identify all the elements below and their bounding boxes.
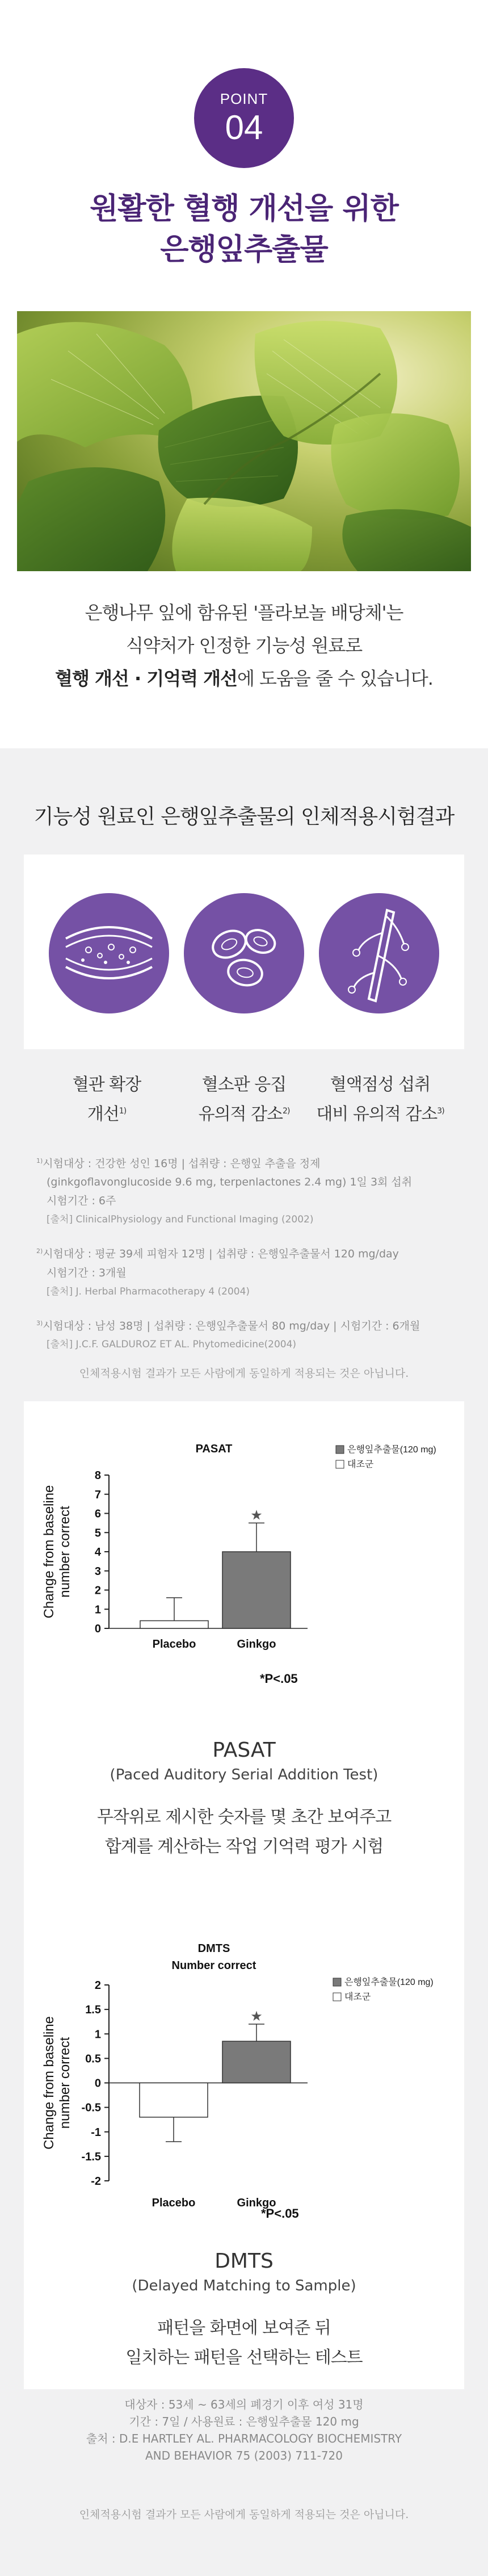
ginkgo-leaf-image <box>17 311 471 571</box>
y-tick-label: 1.5 <box>85 2004 101 2017</box>
y-axis-label-line1: Change from baseline <box>41 2016 57 2150</box>
footer-line4: AND BEHAVIOR 75 (2003) 711-720 <box>145 2449 343 2462</box>
legend-label: 대조군 <box>344 1992 371 2002</box>
y-tick-label: 6 <box>94 1507 101 1521</box>
y-axis-label-line1: Change from baseline <box>41 1485 57 1619</box>
intro-line-2: 식약처가 인정한 기능성 원료로 <box>125 635 363 656</box>
section-title: 기능성 원료인 은행잎추출물의 인체적용시험결과 <box>33 805 455 828</box>
pasat-body <box>24 1803 464 1862</box>
study-notes <box>36 1151 468 1367</box>
intro-bold-blood-flow: 혈행 개선 <box>55 668 129 689</box>
significance-star: ★ <box>250 1507 263 1523</box>
y-tick-label: -1.5 <box>81 2150 101 2163</box>
bar-placebo <box>140 1621 208 1629</box>
point-number: 04 <box>225 108 263 146</box>
y-tick-label: 1 <box>94 2028 101 2041</box>
effect-viscosity-line1: 혈액점성 섭취 <box>330 1075 431 1095</box>
disclaimer-bottom: 인체적용시험 결과가 모든 사람에게 동일하게 적용되는 것은 아닙니다. <box>79 2508 409 2521</box>
disclaimer-top: 인체적용시험 결과가 모든 사람에게 동일하게 적용되는 것은 아닙니다. <box>79 1367 409 1380</box>
dmts-body-line2: 일치하는 패턴을 선택하는 테스트 <box>125 2348 363 2368</box>
dmts-body-line1: 패턴을 화면에 보여준 뒤 <box>157 2318 331 2338</box>
intro-line-3 <box>0 662 488 695</box>
point-label: POINT <box>220 90 268 107</box>
legend-label: 대조군 <box>347 1460 374 1469</box>
chart-card <box>24 1401 464 2389</box>
intro-line-1: 은행나무 잎에 함유된 '플라보놀 배당체'는 <box>85 602 403 623</box>
y-tick-label: 4 <box>94 1546 101 1559</box>
y-axis-label-line2: number correct <box>57 2037 73 2129</box>
effect-vessel-line1: 혈관 확장 <box>72 1075 141 1095</box>
chart-subtitle: Number correct <box>171 1959 256 1972</box>
legend-swatch <box>336 1460 344 1468</box>
significance-star: ★ <box>250 2009 263 2024</box>
intro-sep: · <box>128 668 147 689</box>
chart-title: DMTS <box>197 1942 230 1955</box>
footer-source <box>0 2396 488 2464</box>
y-axis-label-line2: number correct <box>57 1506 73 1598</box>
legend-swatch <box>333 1978 341 1986</box>
bar-ginkgo <box>222 2041 291 2083</box>
blood-vessel-icon <box>49 893 169 1013</box>
page-title <box>0 189 488 270</box>
effect-vessel <box>33 1072 180 1128</box>
bar-ginkgo <box>222 1552 291 1628</box>
legend-swatch <box>333 1993 341 2001</box>
legend-label: 은행잎추출물(120 mg) <box>347 1445 436 1455</box>
pasat-chart <box>24 1418 464 1702</box>
note-2-source: [출처] J. Herbal Pharmacotherapy 4 (2004) <box>47 1285 250 1297</box>
pasat-name: PASAT <box>212 1739 276 1762</box>
y-tick-label: -1 <box>91 2126 101 2139</box>
dmts-body <box>24 2314 464 2373</box>
effect-viscosity <box>306 1072 454 1128</box>
y-tick-label: 2 <box>94 1584 101 1597</box>
x-tick-label: Ginkgo <box>237 2197 276 2209</box>
note-2-line1: 시험대상 : 평균 39세 피험자 12명 | 섭취량 : 은행잎추출물서 120 mg/day <box>43 1247 399 1260</box>
effect-platelet <box>170 1072 318 1128</box>
note-1-line3: 시험기간 : 6주 <box>47 1195 116 1208</box>
y-tick-label: 8 <box>94 1469 101 1482</box>
note-1-line1: 시험대상 : 건강한 성인 16명 | 섭취량 : 은행잎 추출을 정제 <box>43 1157 321 1170</box>
note-2-line2: 시험기간 : 3개월 <box>47 1266 127 1279</box>
point-badge <box>194 68 294 168</box>
dmts-name: DMTS <box>214 2250 274 2273</box>
study-note-1 <box>36 1151 468 1229</box>
effect-vessel-ref: 1) <box>119 1107 127 1116</box>
x-tick-label: Placebo <box>152 1638 196 1651</box>
effects-icon-card <box>24 855 464 1049</box>
y-tick-label: 2 <box>94 1979 101 1992</box>
dmts-chart <box>24 1924 464 2219</box>
note-3-num: 3) <box>36 1319 43 1327</box>
study-note-3 <box>36 1314 468 1354</box>
dmts-description <box>24 2250 464 2373</box>
y-tick-label: 1 <box>94 1603 101 1616</box>
legend-swatch <box>336 1446 344 1454</box>
y-tick-label: 0 <box>94 1623 101 1635</box>
effect-platelet-ref: 2) <box>283 1107 290 1116</box>
x-tick-label: Placebo <box>152 2197 196 2209</box>
y-tick-label: 0 <box>94 2077 101 2090</box>
pasat-fullname: (Paced Auditory Serial Addition Test) <box>110 1766 378 1783</box>
footer-line3: 출처 : D.E HARTLEY AL. PHARMACOLOGY BIOCHEMISTRY <box>86 2432 402 2445</box>
note-2-num: 2) <box>36 1247 43 1255</box>
pasat-body-line2: 합계를 계산하는 작업 기억력 평가 시험 <box>104 1837 384 1857</box>
footer-line1: 대상자 : 53세 ~ 63세의 폐경기 이후 여성 31명 <box>124 2398 364 2411</box>
intro-bold-memory: 기억력 개선 <box>146 668 237 689</box>
note-1-num: 1) <box>36 1157 43 1165</box>
note-1-source: [출처] ClinicalPhysiology and Functional Imaging (2002) <box>47 1214 314 1226</box>
clinical-results-section <box>0 748 488 2576</box>
effect-viscosity-ref: 3) <box>437 1107 444 1116</box>
effect-platelet-line1: 혈소판 응집 <box>201 1075 287 1095</box>
note-1-line2: (ginkgoflavonglucoside 9.6 mg, terpenlactones 2.4 mg) 1일 3회 섭취 <box>47 1176 413 1189</box>
dmts-fullname: (Delayed Matching to Sample) <box>132 2277 356 2294</box>
platelet-icon <box>184 893 304 1013</box>
effect-platelet-line2: 유의적 감소 <box>198 1104 283 1124</box>
y-tick-label: -2 <box>91 2175 101 2188</box>
x-tick-label: Ginkgo <box>237 1638 276 1651</box>
chart-title: PASAT <box>195 1443 233 1455</box>
legend-label: 은행잎추출물(120 mg) <box>344 1978 434 1987</box>
footer-line2: 기간 : 7일 / 사용원료 : 은행잎추출물 120 mg <box>129 2415 359 2428</box>
pasat-body-line1: 무작위로 제시한 숫자를 몇 초간 보여주고 <box>96 1807 392 1827</box>
y-tick-label: 7 <box>94 1488 101 1501</box>
header-section <box>0 0 488 307</box>
intro-rest: 에 도움을 줄 수 있습니다. <box>237 668 433 689</box>
y-tick-label: 3 <box>94 1565 101 1578</box>
intro-text <box>0 596 488 695</box>
p-value-note: *P<.05 <box>260 1672 298 1686</box>
note-3-source: [출처] J.C.F. GALDUROZ ET AL. Phytomedicine(2004) <box>47 1338 297 1350</box>
p-value-note: *P<.05 <box>261 2206 299 2219</box>
title-line-2: 은행잎추출물 <box>160 233 328 267</box>
title-line-1: 원활한 혈행 개선을 위한 <box>90 192 398 226</box>
effect-vessel-line2: 개선 <box>87 1104 119 1124</box>
y-tick-label: 5 <box>94 1527 101 1540</box>
blood-viscosity-icon <box>319 893 439 1013</box>
note-3-line1: 시험대상 : 남성 38명 | 섭취량 : 은행잎추출물서 80 mg/day | 시험기간 : 6개월 <box>43 1319 420 1332</box>
study-note-2 <box>36 1242 468 1301</box>
y-tick-label: 0.5 <box>85 2053 101 2066</box>
pasat-description <box>24 1739 464 1862</box>
effect-viscosity-line2: 대비 유의적 감소 <box>316 1104 437 1124</box>
bar-placebo <box>140 2083 208 2117</box>
y-tick-label: -0.5 <box>81 2101 101 2114</box>
